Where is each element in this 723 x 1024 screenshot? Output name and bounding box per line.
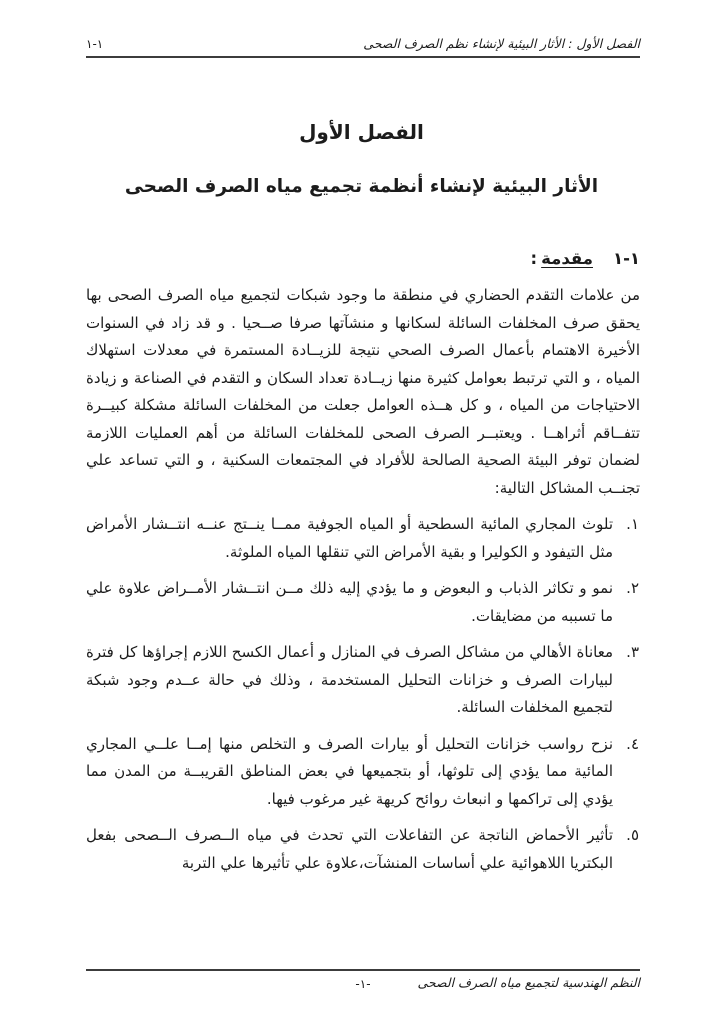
- list-item: [86, 639, 640, 722]
- list-item-text: معاناة الأهالي من مشاكل الصرف في المنازل و أعمال الكسح اللازم إجراؤها كل فترة لبيارات الصرف و خزانات التحليل المستخدمة ، وذلك في حالة عــدم وجود شبكة لتجميع المخلفات السائلة.: [86, 643, 613, 716]
- chapter-subtitle: الأثار البيئية لإنشاء أنظمة تجميع مياه الصرف الصحى: [124, 176, 599, 197]
- list-item-text: نزح رواسب خزانات التحليل أو بيارات الصرف و التخلص منها إمــا علــي المجاري المائية مما يؤدي إلى تلوثها، أو بتجميعها في بعض المناطق القريبــة من المدن مما يؤدي إلى تراكمها و انبعاث روائح كريهة غير مرغوب فيها.: [86, 734, 613, 808]
- footer-book-title: النظم الهندسية لتجميع مياه الصرف الصحى: [417, 975, 640, 990]
- chapter-title: الفصل الأول: [299, 120, 424, 144]
- header-chapter-ref: الفصل الأول : الأثار البيئية لإنشاء نظم الصرف الصحى: [363, 36, 640, 51]
- list-item-number: ٣.: [626, 643, 639, 661]
- intro-paragraph: من علامات التقدم الحضاري في منطقة ما وجود شبكات لتجميع مياه الصرف الصحى بها يحقق صرف المخلفات السائلة لسكانها و منشآتها صرفا صــحيا . و قد زاد في السنوات الأخيرة الاهتمام بأعمال الصرف الصحي نتيجة للزيــادة المستمرة في معدلات استهلاك المياه ، و التي ترتبط بعوامل كثيرة منها زيــادة تعداد السكان و التقدم في الصناعة و زيادة الاحتياجات من المياه ، و كل هــذه العوامل جعلت من المخلفات السائلة مشكلة كبيــرة تتفــاقم أثراهــا . ويعتبــر الصرف الصحى للمخلفات السائلة من أهم العمليات اللازمة لضمان توفر البيئة الصحية الصالحة للأفراد في المجتمعات السكنية ، و التي تساعد علي تجنــب المشاكل التالية:: [86, 286, 640, 497]
- header-page-ref: ١-١: [86, 37, 104, 51]
- list-item: [86, 511, 640, 566]
- problem-list: [86, 511, 640, 877]
- list-item-number: ١.: [626, 515, 639, 533]
- list-item: [86, 731, 640, 814]
- list-item: [86, 822, 640, 877]
- page-header: [86, 0, 640, 58]
- list-item-text: تأثير الأحماض الناتجة عن التفاعلات التي تحدث في مياه الــصرف الــصحى بفعل البكتريا اللاهوائية علي أساسات المنشآت،علاوة علي تأثيرها علي التربة: [86, 826, 613, 872]
- section-colon: :: [530, 249, 538, 268]
- list-item-text: تلوث المجاري المائية السطحية أو المياه الجوفية ممــا ينــتج عنــه انتــشار الأمراض مثل التيفود و الكوليرا و بقية الأمراض التي تنقلها المياه الملوثة.: [86, 515, 613, 561]
- list-item: [86, 575, 640, 630]
- footer-page-number: -١-: [355, 977, 371, 991]
- list-item-number: ٥.: [626, 826, 639, 844]
- page-footer: [86, 969, 640, 990]
- list-item-number: ٤.: [626, 734, 639, 753]
- list-item-text: نمو و تكاثر الذباب و البعوض و ما يؤدي إليه ذلك مــن انتــشار الأمــراض علاوة علي ما تسببه من مضايقات.: [86, 579, 613, 625]
- list-item-number: ٢.: [626, 579, 639, 597]
- section-number: ١-١: [612, 249, 640, 268]
- section-heading: [86, 249, 640, 268]
- section-title: مقدمة: [541, 249, 593, 268]
